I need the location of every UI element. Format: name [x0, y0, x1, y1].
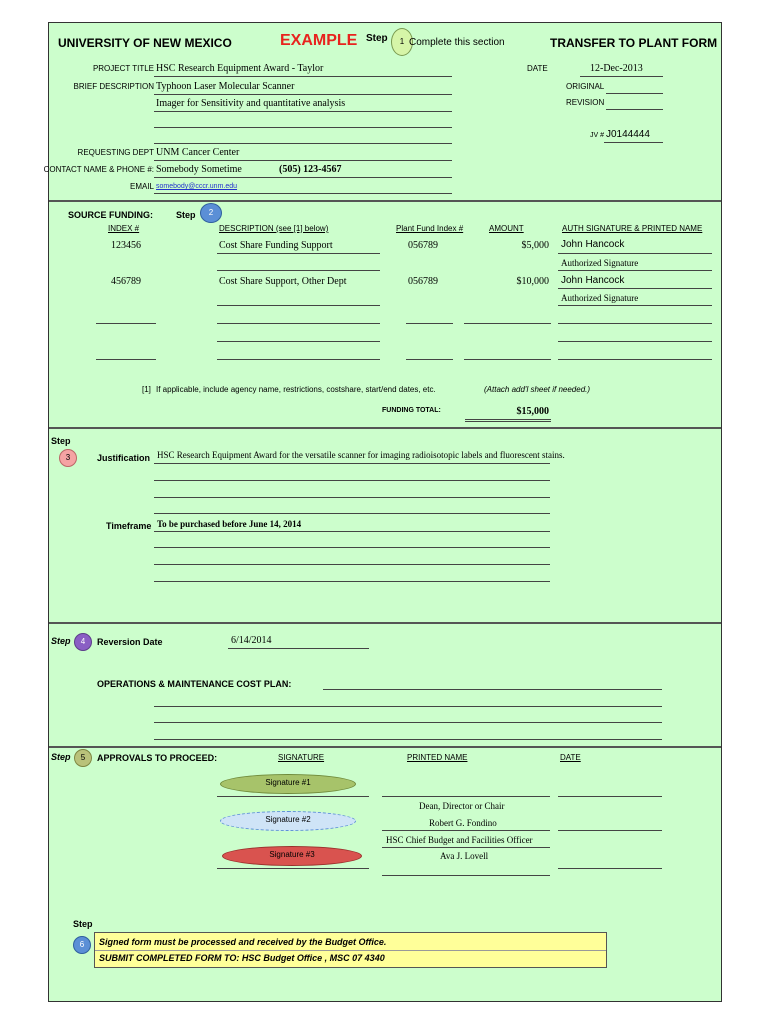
brief-description-label: BRIEF DESCRIPTION: [73, 82, 154, 91]
step5-badge: 5: [74, 749, 92, 767]
project-title-line: [154, 76, 452, 77]
col-description: DESCRIPTION (see [1] below): [219, 224, 329, 233]
reversion-date-value[interactable]: 6/14/2014: [231, 635, 272, 646]
step4-badge: 4: [74, 633, 92, 651]
row2-auth-sub: Authorized Signature: [561, 293, 639, 303]
dept-line: [154, 160, 452, 161]
printed-2-line: [382, 830, 550, 831]
row1-description[interactable]: Cost Share Funding Support: [219, 240, 333, 251]
empty-amount-line-1[interactable]: [464, 323, 551, 324]
printed-name-4: Ava J. Lovell: [440, 851, 489, 861]
jv-line: [604, 142, 663, 143]
section-divider-1: [49, 200, 721, 202]
signature-1-line: [217, 796, 369, 797]
step1-label: Step: [366, 33, 388, 44]
row2-amount[interactable]: $10,000: [516, 276, 549, 287]
example-label: EXAMPLE: [280, 32, 358, 49]
brief-description-line2[interactable]: Imager for Sensitivity and quantitative analysis: [156, 98, 346, 109]
requesting-dept-value[interactable]: UNM Cancer Center: [156, 147, 240, 158]
justification-label: Justification: [97, 453, 151, 463]
printed-3-line: [382, 847, 550, 848]
original-line[interactable]: [606, 93, 663, 94]
row1-auth-sub-line: [558, 270, 712, 271]
footnote-text: If applicable, include agency name, restrictions, costshare, start/end dates, etc.: [156, 385, 436, 394]
step4-label: Step: [51, 636, 71, 646]
empty-index-line-1[interactable]: [96, 323, 156, 324]
date-value[interactable]: 12-Dec-2013: [590, 63, 643, 74]
step2-label: Step: [176, 210, 196, 220]
desc-line-2: [154, 111, 452, 112]
row1-auth-line: [558, 253, 712, 254]
funding-total-value: $15,000: [516, 406, 549, 417]
jv-value[interactable]: J0144444: [606, 129, 650, 140]
row1-plant-fund[interactable]: 056789: [408, 240, 438, 251]
footnote-marker: [1]: [142, 385, 151, 394]
date-3-line[interactable]: [558, 868, 662, 869]
jv-label: JV #: [590, 132, 605, 139]
step5-label: Step: [51, 752, 71, 762]
approvals-label: APPROVALS TO PROCEED:: [97, 753, 218, 763]
row2-auth-line: [558, 288, 712, 289]
step3-badge: 3: [59, 449, 77, 467]
om-line-1[interactable]: [323, 689, 662, 690]
row2-desc-line: [217, 305, 380, 306]
submit-divider: [95, 950, 606, 951]
empty-auth-line-2[interactable]: [558, 341, 712, 342]
empty-desc-line-3[interactable]: [217, 359, 380, 360]
printed-1-line: [382, 796, 550, 797]
col-auth-signature: AUTH SIGNATURE & PRINTED NAME: [562, 224, 703, 233]
revision-line[interactable]: [606, 109, 663, 110]
total-line-1: [465, 419, 551, 420]
empty-plant-line-1[interactable]: [406, 323, 453, 324]
col-index: INDEX #: [108, 224, 140, 233]
row2-index[interactable]: 456789: [111, 276, 141, 287]
printed-4-line: [382, 875, 550, 876]
justification-line-1: [154, 463, 550, 464]
requesting-dept-label: REQUESTING DEPT: [77, 148, 154, 157]
empty-amount-line-3[interactable]: [464, 359, 551, 360]
row1-auth-sub: Authorized Signature: [561, 258, 639, 268]
om-cost-plan-label: OPERATIONS & MAINTENANCE COST PLAN:: [97, 679, 292, 689]
col-plant-fund: Plant Fund Index #: [396, 224, 464, 233]
footnote-italic: (Attach add'l sheet if needed.): [484, 385, 591, 394]
row2-description[interactable]: Cost Share Support, Other Dept: [219, 276, 347, 287]
timeframe-line-3[interactable]: [154, 564, 550, 565]
row1-desc-line2: [217, 270, 380, 271]
revision-label: REVISION: [566, 98, 605, 107]
email-line: [154, 193, 452, 194]
empty-index-line-3[interactable]: [96, 359, 156, 360]
desc-line-3: [154, 127, 452, 128]
col-date: DATE: [560, 753, 581, 762]
step6-badge: 6: [73, 936, 91, 954]
desc-line-4: [154, 143, 452, 144]
contact-label: CONTACT NAME & PHONE #:: [43, 165, 154, 174]
contact-phone[interactable]: (505) 123-4567: [279, 164, 342, 175]
justification-line-3[interactable]: [154, 497, 550, 498]
empty-plant-line-3[interactable]: [406, 359, 453, 360]
justification-line-4[interactable]: [154, 513, 550, 514]
transfer-to-plant-form: [43, 22, 722, 1002]
row2-plant-fund[interactable]: 056789: [408, 276, 438, 287]
justification-line-2[interactable]: [154, 480, 550, 481]
empty-desc-line-1[interactable]: [217, 323, 380, 324]
signature-3-line: [217, 868, 369, 869]
printed-name-1: Dean, Director or Chair: [419, 801, 505, 811]
timeframe-label: Timeframe: [106, 521, 152, 531]
funding-total-label: FUNDING TOTAL:: [382, 407, 441, 414]
email-link[interactable]: somebody@cccr.unm.edu: [156, 183, 238, 190]
printed-name-2: Robert G. Fondino: [429, 818, 497, 828]
row1-amount[interactable]: $5,000: [521, 240, 549, 251]
row2-auth-name[interactable]: John Hancock: [561, 275, 625, 286]
signature-3-field[interactable]: Signature #3: [222, 846, 362, 866]
step6-label: Step: [73, 919, 93, 929]
timeframe-line-2[interactable]: [154, 547, 550, 548]
step3-label: Step: [51, 436, 71, 446]
printed-name-3: HSC Chief Budget and Facilities Officer: [386, 835, 533, 845]
date-2-line[interactable]: [558, 830, 662, 831]
step1-badge: 1: [391, 28, 413, 56]
step2-badge: 2: [200, 203, 222, 223]
section-divider-2: [49, 427, 721, 429]
org-name: UNIVERSITY OF NEW MEXICO: [58, 36, 232, 50]
email-label: EMAIL: [129, 182, 154, 191]
row1-auth-name[interactable]: John Hancock: [561, 239, 625, 250]
reversion-date-label: Reversion Date: [97, 637, 163, 647]
section-divider-4: [49, 746, 721, 748]
timeframe-value[interactable]: To be purchased before June 14, 2014: [157, 519, 302, 529]
row2-auth-sub-line: [558, 305, 712, 306]
row1-desc-line: [217, 253, 380, 254]
original-label: ORIGINAL: [566, 82, 605, 91]
timeframe-line-1: [154, 531, 550, 532]
step1-instruction: Complete this section: [409, 37, 505, 48]
empty-auth-line-1[interactable]: [558, 323, 712, 324]
col-signature: SIGNATURE: [278, 753, 325, 762]
project-title-label: PROJECT TITLE: [92, 64, 154, 73]
form-title: TRANSFER TO PLANT FORM: [550, 36, 718, 50]
brief-description-line1[interactable]: Typhoon Laser Molecular Scanner: [156, 81, 295, 92]
timeframe-line-4[interactable]: [154, 581, 550, 582]
total-line-2: [465, 421, 551, 422]
contact-name[interactable]: Somebody Sometime: [156, 164, 242, 175]
section-divider-3: [49, 622, 721, 624]
project-title-value[interactable]: HSC Research Equipment Award - Taylor: [156, 63, 324, 74]
justification-value[interactable]: HSC Research Equipment Award for the versatile scanner for imaging radioisotopic labels and fluorescent stains.: [157, 450, 565, 460]
date-line: [580, 76, 663, 77]
row1-index[interactable]: 123456: [111, 240, 141, 251]
empty-desc-line-2[interactable]: [217, 341, 380, 342]
om-line-3[interactable]: [154, 722, 662, 723]
signature-2-field[interactable]: Signature #2: [220, 811, 356, 831]
desc-line-1: [154, 94, 452, 95]
empty-auth-line-3[interactable]: [558, 359, 712, 360]
col-amount: AMOUNT: [489, 224, 524, 233]
submit-instructions-box: [94, 932, 607, 968]
submit-line-1: Signed form must be processed and received by the Budget Office.: [99, 937, 387, 947]
date-1-line[interactable]: [558, 796, 662, 797]
submit-line-2: SUBMIT COMPLETED FORM TO: HSC Budget Office , MSC 07 4340: [99, 953, 385, 963]
reversion-date-line: [228, 648, 369, 649]
om-line-2[interactable]: [154, 706, 662, 707]
source-funding-heading: SOURCE FUNDING:: [68, 210, 153, 220]
col-printed-name: PRINTED NAME: [407, 753, 468, 762]
contact-line: [154, 177, 452, 178]
date-label: DATE: [527, 64, 548, 73]
signature-1-field[interactable]: Signature #1: [220, 774, 356, 794]
om-line-4[interactable]: [154, 739, 662, 740]
